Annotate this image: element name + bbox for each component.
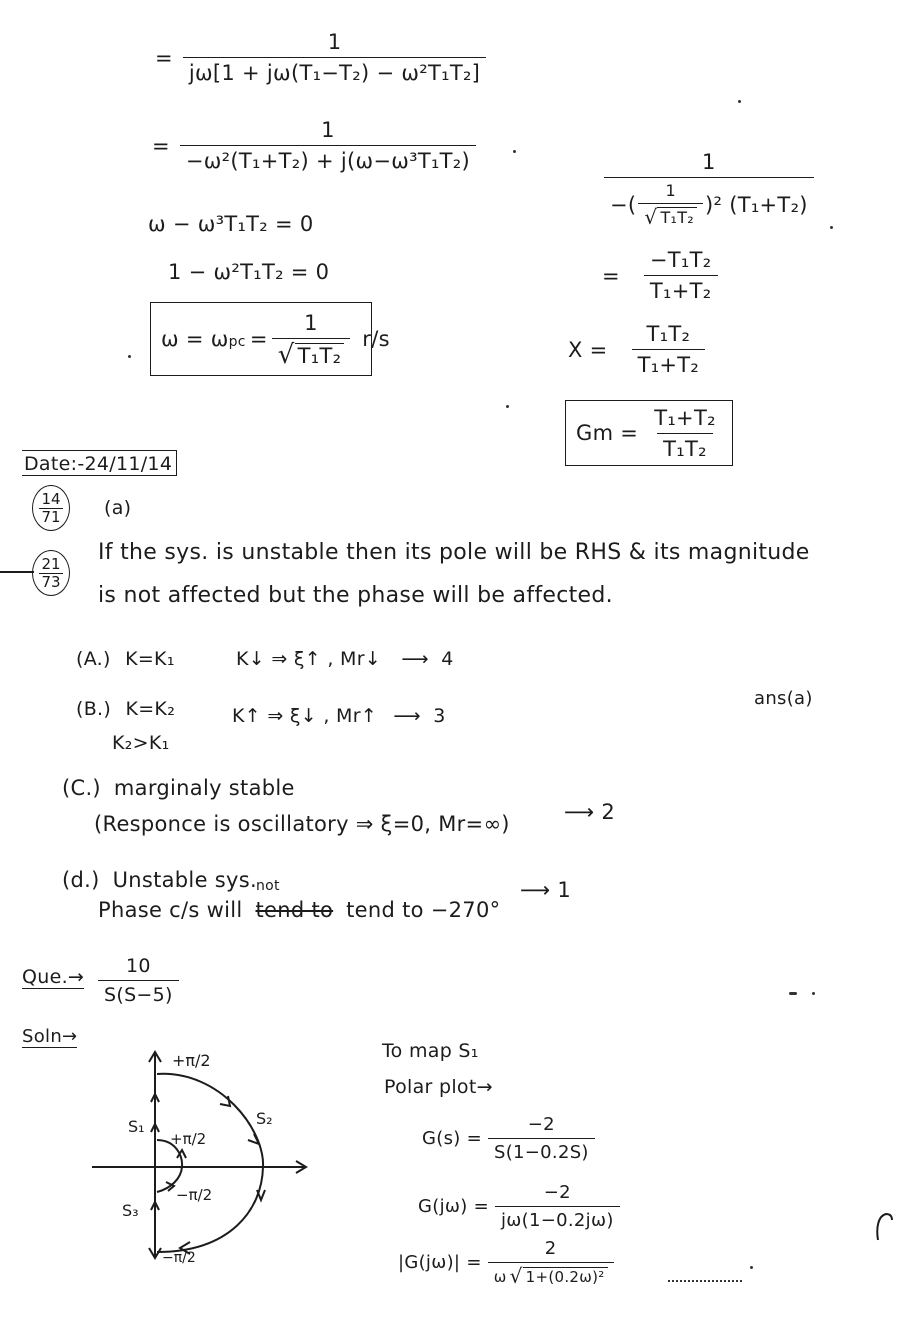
option-c-result xyxy=(564,800,615,824)
circled-number xyxy=(32,550,70,596)
gm-label: Gm = xyxy=(576,421,639,445)
option-condition: K=K₂ xyxy=(125,698,176,720)
lhs: G(jω) = xyxy=(418,1196,489,1217)
fraction xyxy=(180,118,476,173)
denominator xyxy=(604,177,814,228)
den-prefix: −( xyxy=(610,192,637,217)
x-intercept-equation xyxy=(568,322,705,377)
nyquist-contour-diagram xyxy=(80,1040,330,1280)
speck xyxy=(506,405,509,408)
struck-text: tend to xyxy=(255,898,334,922)
magnitude-equation xyxy=(398,1238,614,1286)
omega-label: ω = ω xyxy=(161,327,229,351)
omega-lhs xyxy=(161,327,246,351)
option-b-label xyxy=(76,698,175,720)
decorative-squiggle xyxy=(668,1280,742,1282)
label-s1: S₁ xyxy=(128,1117,145,1136)
fraction xyxy=(98,955,179,1006)
option-b-condition-2: K₂>K₁ xyxy=(112,732,170,754)
s2-semicircle xyxy=(157,1074,263,1252)
option-d-result xyxy=(520,878,571,902)
option-d-detail xyxy=(98,898,500,922)
numerator: −2 xyxy=(543,1182,571,1203)
den-prefix: ω xyxy=(493,1268,507,1286)
denominator: S(S−5) xyxy=(98,980,179,1006)
x-label: X = xyxy=(568,337,608,362)
s2-direction-arrow-icon xyxy=(248,1134,259,1144)
speck xyxy=(789,992,797,995)
fraction xyxy=(644,248,718,303)
solution-label: Soln→ xyxy=(22,1026,78,1047)
speck xyxy=(750,1266,753,1269)
effect-text: K↑ ⇒ ξ↓ , Mr↑ xyxy=(232,705,378,727)
option-label: (d.) xyxy=(62,868,100,892)
numerator: 1 xyxy=(321,118,335,142)
inner-numerator: 1 xyxy=(665,181,676,200)
arrow-right-icon: ⟶ xyxy=(520,878,551,902)
numerator: 2 xyxy=(544,1238,557,1259)
equation-line-1 xyxy=(155,30,486,85)
option-c-title xyxy=(62,776,295,800)
speck xyxy=(830,226,833,229)
radical-sign-icon: √ xyxy=(509,1264,523,1288)
denominator: S(1−0.2S) xyxy=(488,1138,595,1163)
speck xyxy=(738,100,741,103)
arrow-right-icon: ⟶ xyxy=(401,648,429,670)
equation-line-2 xyxy=(152,118,476,173)
option-label: (A.) xyxy=(76,648,111,670)
numerator: 1 xyxy=(702,150,716,174)
inner-denominator xyxy=(638,203,703,228)
equals-sign: = xyxy=(249,327,268,351)
option-title: Unstable sys. xyxy=(112,868,257,892)
equals-sign: = xyxy=(602,263,620,288)
corner-curve-mark xyxy=(874,1210,894,1244)
denominator xyxy=(272,338,351,368)
den-suffix: )² (T₁+T₂) xyxy=(705,192,808,217)
fraction xyxy=(272,311,351,368)
q14-answer: (a) xyxy=(104,497,132,519)
effect-text: K↓ ⇒ ξ↑ , Mr↓ xyxy=(236,648,382,670)
g-of-s-equation xyxy=(422,1114,595,1163)
denominator: jω(1−0.2jω) xyxy=(495,1206,620,1231)
label-inner-top-pi: +π/2 xyxy=(170,1130,207,1148)
option-title: marginaly stable xyxy=(113,776,295,800)
option-condition: K=K₁ xyxy=(125,648,175,670)
number-top: 14 xyxy=(41,490,61,508)
option-a-label xyxy=(76,648,175,670)
sqrt xyxy=(277,339,345,370)
insert-word: not xyxy=(256,878,280,894)
pointer-line xyxy=(0,571,34,573)
numerator: 1 xyxy=(327,30,342,54)
number-bottom: 71 xyxy=(41,507,61,526)
gain-margin-fraction-1 xyxy=(604,150,814,228)
q21-statement-line-1: If the sys. is unstable then its pole will be RHS & its magnitude xyxy=(98,540,810,565)
radicand: T₁T₂ xyxy=(295,343,345,368)
numerator: −T₁T₂ xyxy=(649,248,712,272)
fraction xyxy=(488,1238,614,1286)
polar-heading-2: Polar plot→ xyxy=(384,1076,493,1098)
arrow-right-icon: ⟶ xyxy=(564,800,595,824)
option-label: (B.) xyxy=(76,698,112,720)
number-bottom: 73 xyxy=(41,572,61,591)
sqrt xyxy=(644,207,697,227)
radicand: 1+(0.2ω)² xyxy=(523,1267,608,1286)
circled-number xyxy=(32,485,70,531)
denominator: T₁+T₂ xyxy=(632,349,706,377)
equation-line-4: 1 − ω²T₁T₂ = 0 xyxy=(168,260,330,284)
inner-fraction xyxy=(638,181,703,228)
question-number-21 xyxy=(32,550,70,596)
speck xyxy=(513,150,516,153)
label-top-pi: +π/2 xyxy=(172,1051,211,1070)
sqrt xyxy=(510,1266,608,1286)
fraction xyxy=(183,30,486,85)
polar-heading-1: To map S₁ xyxy=(382,1040,479,1062)
speck xyxy=(128,355,131,358)
question-number-14 xyxy=(32,485,70,531)
question-label: Que.→ xyxy=(22,966,85,988)
fraction xyxy=(495,1182,620,1231)
gain-margin-fraction-2 xyxy=(602,248,718,303)
question-transfer-function xyxy=(98,955,179,1006)
match-number: 4 xyxy=(441,648,454,670)
lhs: |G(jω)| = xyxy=(398,1251,482,1273)
date-label: Date:-24/11/14 xyxy=(22,450,177,476)
unit: r/s xyxy=(362,327,390,351)
fraction xyxy=(488,1114,595,1163)
label-bottom-pi: −π/2 xyxy=(162,1250,196,1266)
arrow-right-icon: ⟶ xyxy=(393,705,421,727)
label-s2: S₂ xyxy=(256,1109,273,1128)
equals-sign: = xyxy=(152,133,170,158)
denominator: T₁T₂ xyxy=(657,433,713,461)
numerator: −2 xyxy=(527,1114,555,1135)
numerator: T₁+T₂ xyxy=(654,405,716,430)
q21-statement-line-2: is not affected but the phase will be affected. xyxy=(98,583,613,608)
match-number: 2 xyxy=(601,800,616,824)
denominator xyxy=(488,1262,614,1286)
equation-line-3: ω − ω³T₁T₂ = 0 xyxy=(148,212,314,236)
speck xyxy=(812,992,815,995)
option-label: (C.) xyxy=(62,776,101,800)
boxed-phase-crossover xyxy=(150,302,390,376)
label-s3: S₃ xyxy=(122,1201,139,1220)
numerator: 10 xyxy=(125,955,151,977)
denominator: T₁+T₂ xyxy=(644,275,718,303)
option-a-effect xyxy=(236,648,454,670)
denominator: −ω²(T₁+T₂) + j(ω−ω³T₁T₂) xyxy=(180,145,476,173)
radicand: T₁T₂ xyxy=(657,207,697,227)
s2-direction-arrow-icon xyxy=(257,1190,265,1200)
option-d-title xyxy=(62,868,257,892)
lhs: G(s) = xyxy=(422,1128,482,1149)
radical-sign-icon: √ xyxy=(277,339,295,370)
number-top: 21 xyxy=(41,555,61,573)
numerator: T₁T₂ xyxy=(646,322,691,346)
match-number: 3 xyxy=(433,705,446,727)
option-c-detail: (Responce is oscillatory ⇒ ξ=0, Mr=∞) xyxy=(94,812,510,836)
match-number: 1 xyxy=(557,878,572,902)
boxed-gain-margin xyxy=(565,400,733,466)
radical-sign-icon: √ xyxy=(644,205,658,229)
numerator: 1 xyxy=(304,310,318,335)
fraction xyxy=(648,406,722,461)
fraction xyxy=(632,322,706,377)
denominator: jω[1 + jω(T₁−T₂) − ω²T₁T₂] xyxy=(183,57,486,85)
option-b-effect xyxy=(232,705,446,727)
fraction xyxy=(604,150,814,228)
detail-prefix: Phase c/s will xyxy=(98,898,243,922)
g-of-jw-equation xyxy=(418,1182,620,1231)
subscript-pc: pc xyxy=(228,334,246,350)
detail-suffix: tend to −270° xyxy=(346,898,501,922)
label-inner-bottom-pi: −π/2 xyxy=(176,1186,213,1204)
equals-sign: = xyxy=(155,45,173,70)
answer-label: ans(a) xyxy=(754,688,813,709)
